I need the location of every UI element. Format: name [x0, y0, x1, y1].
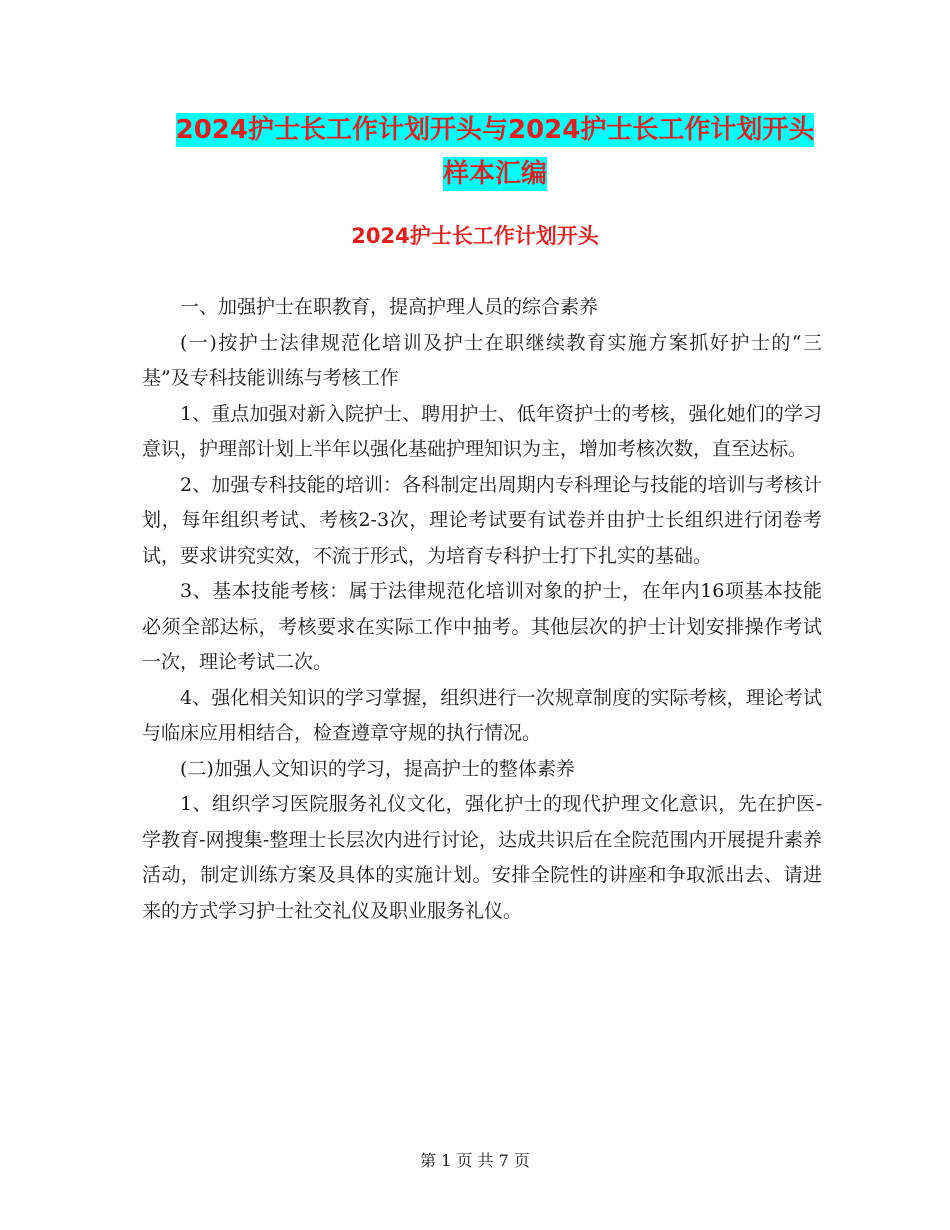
paragraph: 4、强化相关知识的学习掌握，组织进行一次规章制度的实际考核，理论考试与临床应用相结合，检查遵章守规的执行情况。 — [142, 686, 822, 744]
section-title: 2024护士长工作计划开头 — [351, 224, 599, 248]
paragraph: 1、组织学习医院服务礼仪文化，强化护士的现代护理文化意识，先在护医-学教育-网搜集-整理士长层次内进行讨论，达成共识后在全院范围内开展提升素养活动，制定训练方案及具体的实施计划。安排全院性的讲座和争取派出去、请进来的方式学习护士社交礼仪及职业服务礼仪。 — [142, 793, 822, 922]
document-title-line2: 样本汇编 — [442, 159, 547, 189]
paragraph: (一)按护士法律规范化培训及护士在职继续教育实施方案抓好护士的“三基”及专科技能训练与考核工作 — [142, 331, 822, 389]
paragraph: (二)加强人文知识的学习，提高护士的整体素养 — [180, 757, 575, 780]
document-title — [140, 108, 850, 196]
paragraph: 2、加强专科技能的培训：各科制定出周期内专科理论与技能的培训与考核计划，每年组织考试、考核2-3次，理论考试要有试卷并由护士长组织进行闭卷考试，要求讲究实效，不流于形式，为培育专科护士打下扎实的基础。 — [142, 473, 822, 567]
paragraph: 3、基本技能考核：属于法律规范化培训对象的护士，在年内16项基本技能必须全部达标，考核要求在实际工作中抽考。其他层次的护士计划安排操作考试一次，理论考试二次。 — [142, 580, 822, 673]
document-title-line1: 2024护士长工作计划开头与2024护士长工作计划开头 — [175, 115, 815, 145]
document-body — [142, 290, 822, 929]
paragraph: 1、重点加强对新入院护士、聘用护士、低年资护士的考核，强化她们的学习意识，护理部计划上半年以强化基础护理知识为主，增加考核次数，直至达标。 — [142, 402, 822, 460]
paragraph: 一、加强护士在职教育，提高护理人员的综合素养 — [180, 296, 599, 318]
page-footer: 第 1 页 共 7 页 — [420, 1151, 530, 1170]
